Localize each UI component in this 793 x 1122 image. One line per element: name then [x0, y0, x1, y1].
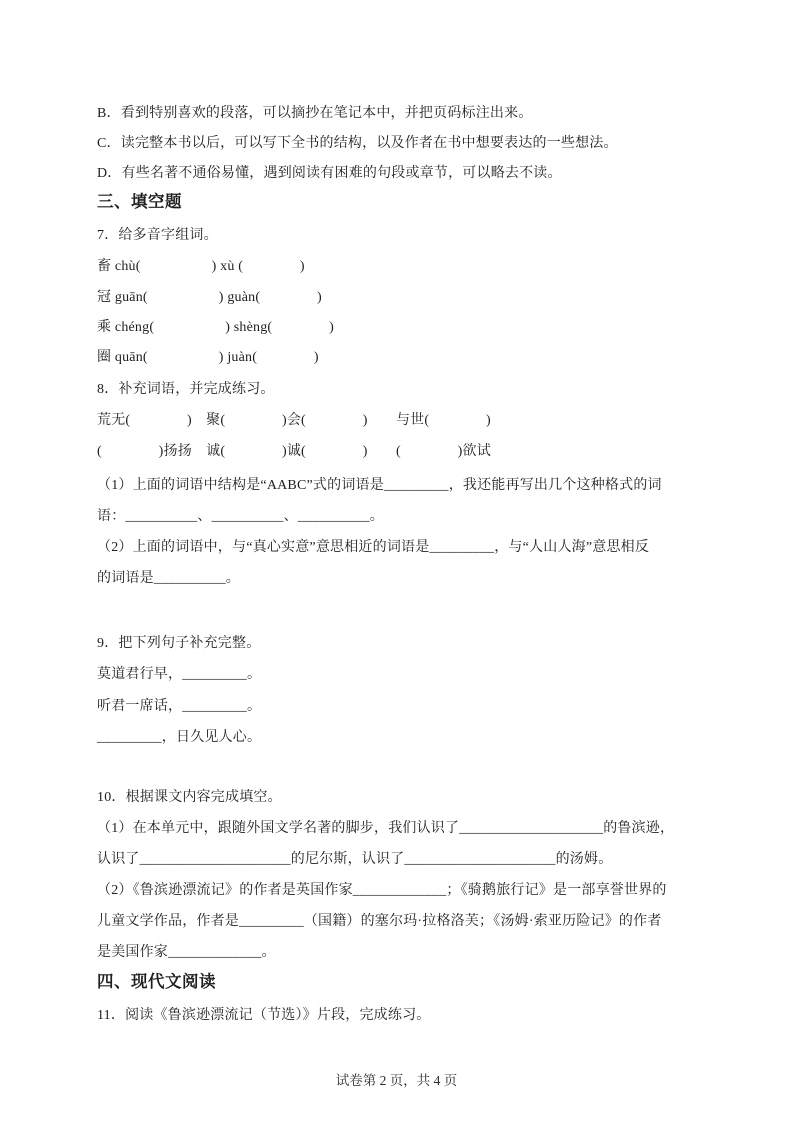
q10-sub1-line-2: 认识了_____________________的尼尔斯，认识了_____________________的汤姆。 — [97, 852, 613, 867]
section-4-heading: 四、现代文阅读 — [97, 972, 216, 991]
q8-sub2-line-2: 的词语是__________。 — [97, 571, 240, 586]
question-11-stem: 11．阅读《鲁滨逊漂流记（节选）》片段，完成练习。 — [97, 1008, 431, 1023]
question-8-stem: 8．补充词语，并完成练习。 — [97, 382, 275, 397]
q9-line-1: 莫道君行早，_________。 — [97, 667, 262, 682]
q7-row-guan-guan: 冠 guān( ) guàn( ) — [97, 290, 322, 305]
q8-words-row-1: 荒无( ) 聚( )会( ) 与世( ) — [97, 413, 491, 428]
q10-sub2-line-1: （2）《鲁滨逊漂流记》的作者是英国作家_____________；《骑鹅旅行记》是一部享誉世界的 — [97, 883, 667, 898]
q8-sub1-line-2: 语：__________、__________、__________。 — [97, 509, 384, 524]
question-7-stem: 7．给多音字组词。 — [97, 228, 218, 243]
q8-sub1-line-1: （1）上面的词语中结构是“AABC”式的词语是_________，我还能再写出几个这种格式的词 — [97, 478, 662, 493]
q7-row-cheng-sheng: 乘 chéng( ) shèng( ) — [97, 320, 334, 335]
q8-sub2-line-1: （2）上面的词语中，与“真心实意”意思相近的词语是_________，与“人山人海”意思相反 — [97, 540, 650, 555]
section-3-heading: 三、填空题 — [97, 192, 182, 211]
option-b: B．看到特别喜欢的段落，可以摘抄在笔记本中，并把页码标注出来。 — [97, 106, 533, 121]
page-footer: 试卷第 2 页，共 4 页 — [335, 1073, 458, 1088]
q10-sub2-line-2: 儿童文学作品，作者是_________（国籍）的塞尔玛·拉格洛芙；《汤姆·索亚历险记》的作者 — [97, 914, 662, 929]
question-10-stem: 10．根据课文内容完成填空。 — [97, 790, 282, 805]
q9-line-2: 听君一席话，_________。 — [97, 699, 262, 714]
option-d: D．有些名著不通俗易懂，遇到阅读有困难的句段或章节，可以略去不读。 — [97, 166, 562, 181]
q7-row-chu-xu: 畜 chù( ) xù ( ) — [97, 259, 305, 274]
option-c: C．读完整本书以后，可以写下全书的结构，以及作者在书中想要表达的一些想法。 — [97, 136, 618, 151]
question-9-stem: 9．把下列句子补充完整。 — [97, 636, 261, 651]
q10-sub2-line-3: 是美国作家_____________。 — [97, 945, 276, 960]
q8-words-row-2: ( )扬扬 诚( )诚( ) ( )欲试 — [97, 444, 491, 459]
q10-sub1-line-1: （1）在本单元中，跟随外国文学名著的脚步，我们认识了____________________的鲁滨逊， — [97, 821, 675, 836]
q9-line-3: _________，日久见人心。 — [97, 730, 262, 745]
q7-row-quan-juan: 圈 quān( ) juàn( ) — [97, 350, 319, 365]
